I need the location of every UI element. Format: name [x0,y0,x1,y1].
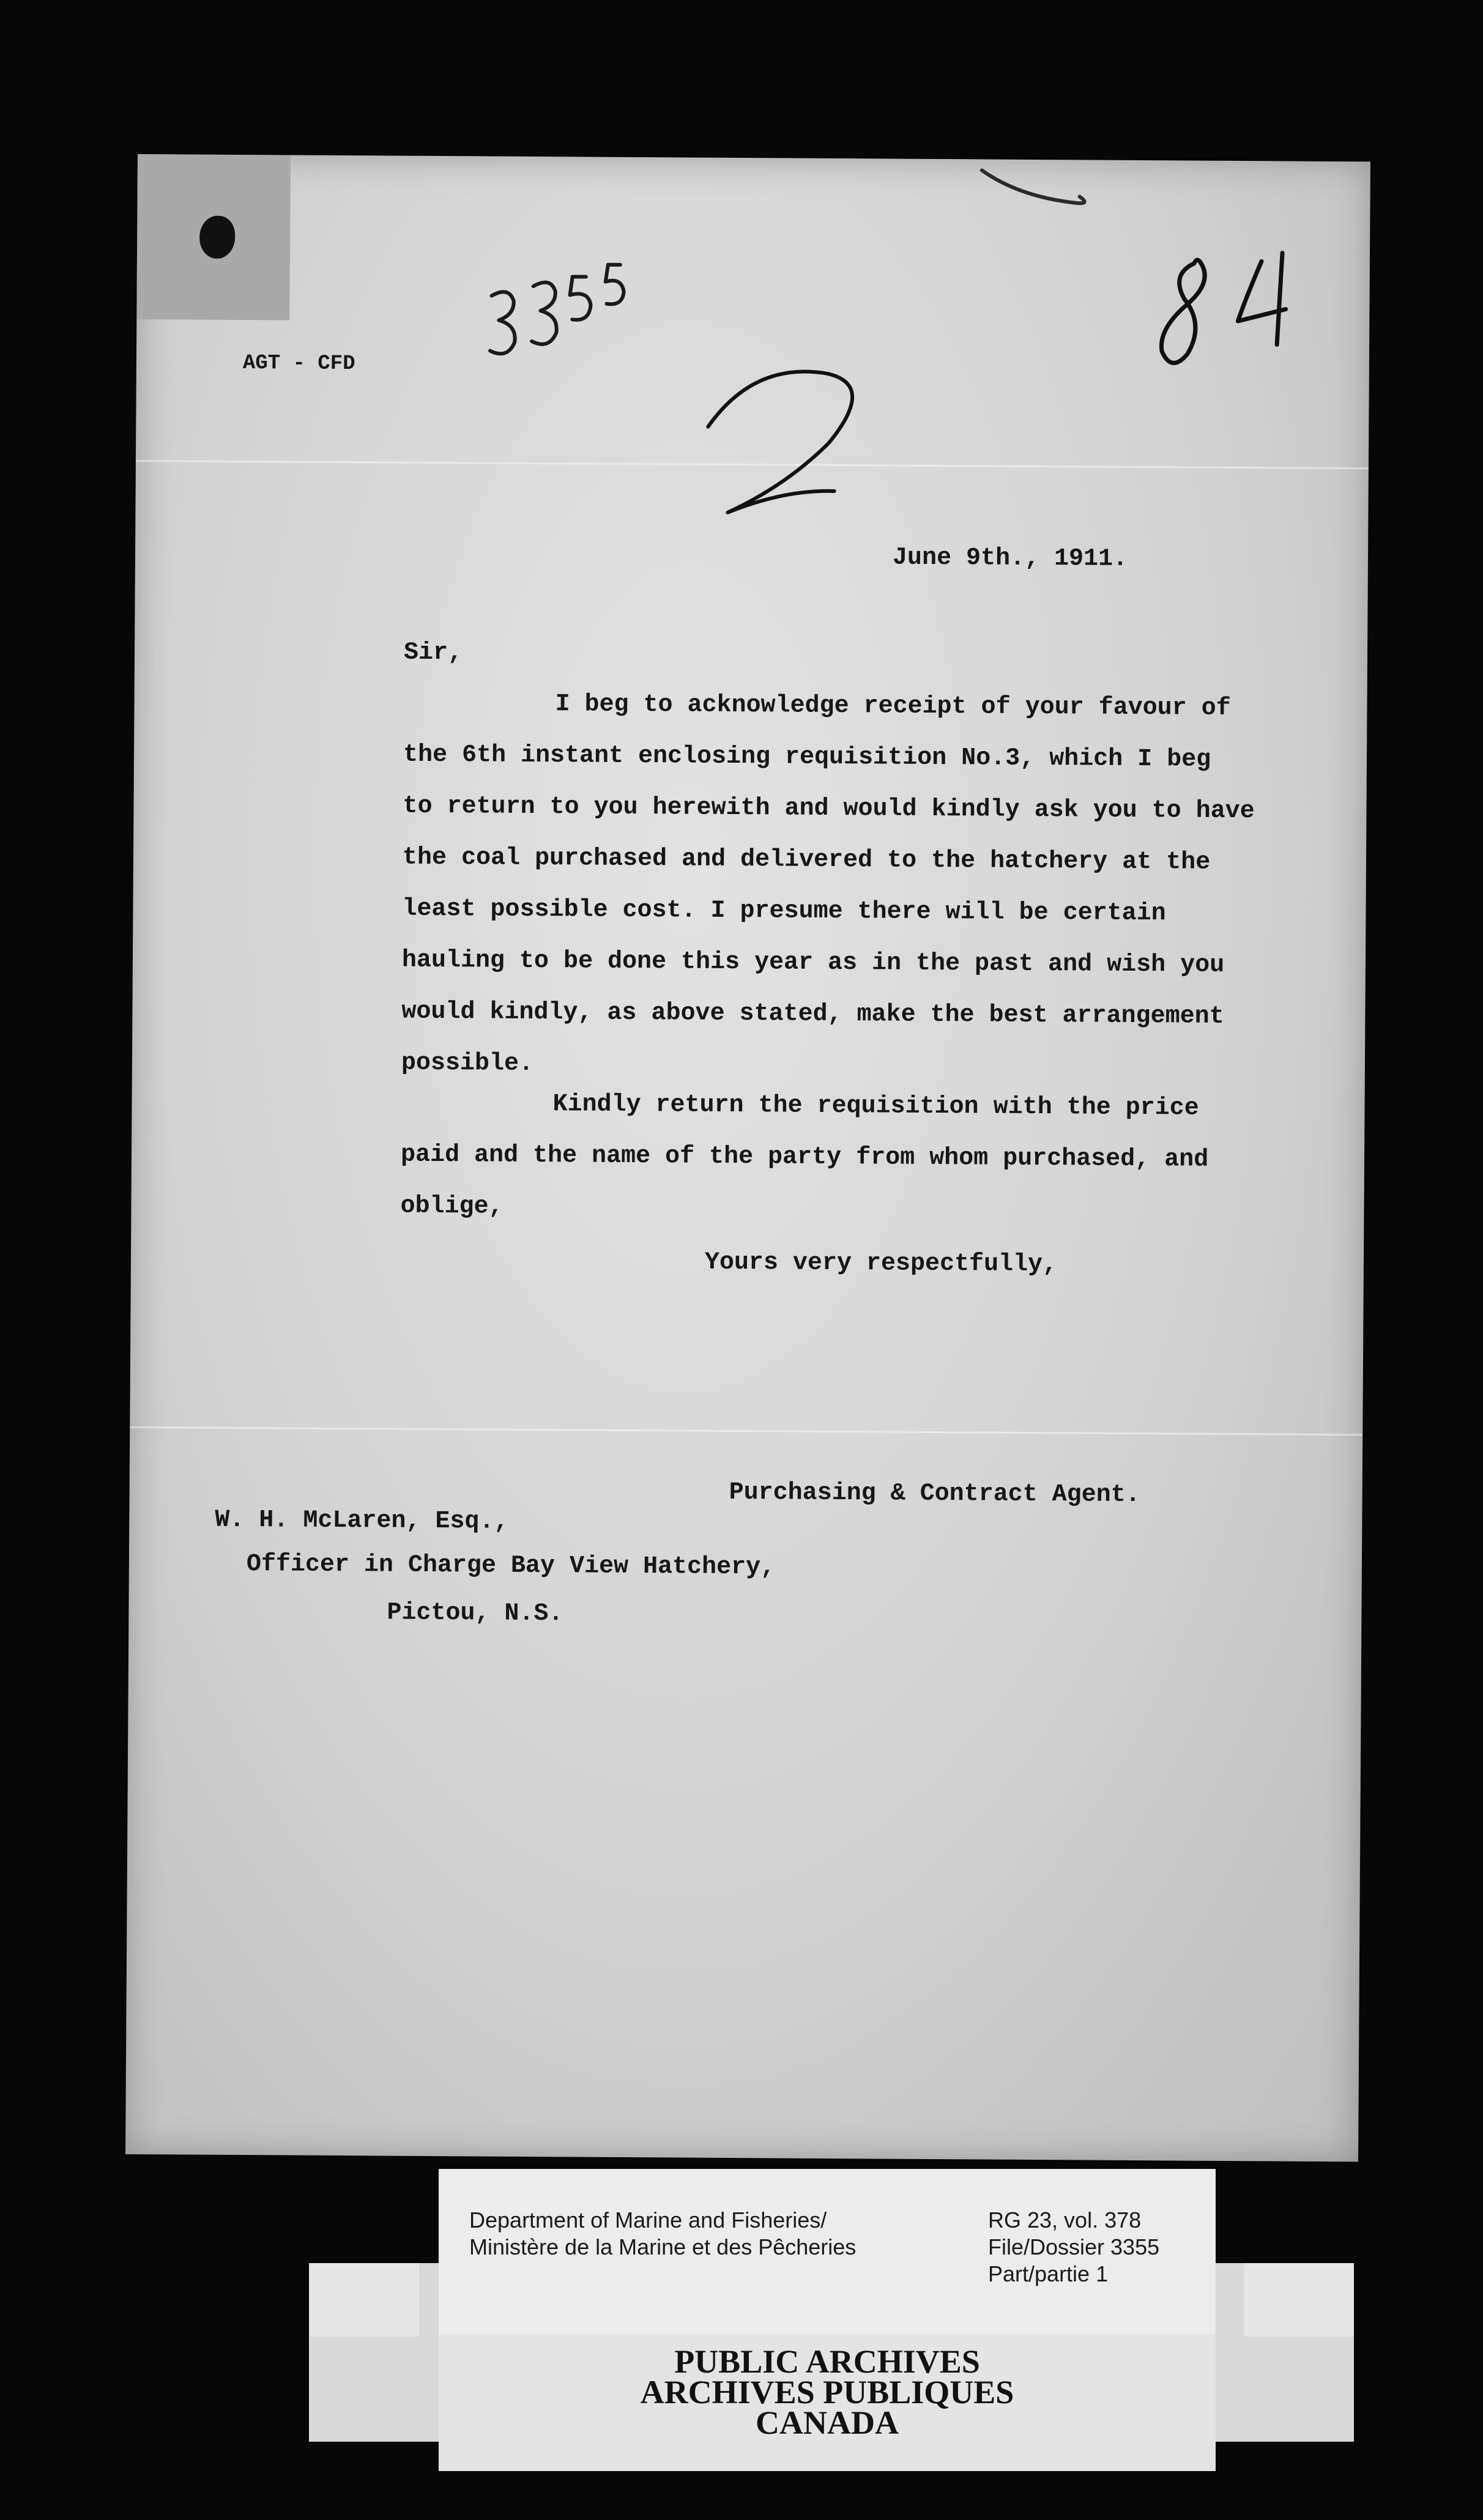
body-line: possible. [401,1049,534,1078]
body-line: I beg to acknowledge receipt of your favour of [555,691,1231,722]
department-en: Department of Marine and Fisheries/ [469,2207,827,2233]
complimentary-closing: Yours very respectfully, [704,1248,1058,1279]
signature-title: Purchasing & Contract Agent. [729,1478,1140,1510]
body-line: paid and the name of the party from whom purchased, and [400,1141,1209,1174]
addressee-name: W. H. McLaren, Esq., [215,1506,509,1536]
department-fr: Ministère de la Marine et des Pêcheries [469,2234,857,2259]
stamp-band-notch [1244,2263,1354,2337]
letter-sheet [125,154,1370,2162]
handwritten-mark [707,371,852,514]
body-line: the 6th instant enclosing requisition No.3, which I beg [403,741,1211,774]
file-number: File/Dossier 3355 [988,2234,1160,2259]
label-reference [988,2207,1159,2288]
stamp-line: PUBLIC ARCHIVES [674,2343,980,2380]
letter-date: June 9th., 1911. [892,544,1128,573]
body-line: Kindly return the requisition with the price [552,1091,1199,1122]
handwritten-file-number [490,264,624,355]
reference-code: AGT - CFD [242,352,355,376]
body-line: would kindly, as above stated, make the best arrangement [401,998,1224,1031]
stamp-band-notch [309,2263,419,2337]
letter-body-paragraph-1 [401,678,1255,1094]
body-line: to return to you herewith and would kindly ask you to have [403,792,1255,826]
pen-stroke [982,170,1085,203]
body-line: hauling to be done this year as in the past and wish you [401,946,1225,979]
record-group: RG 23, vol. 378 [988,2207,1142,2233]
archive-label [439,2169,1216,2334]
body-line: least possible cost. I presume there will be certain [402,895,1166,928]
handwritten-page-number [1161,252,1286,363]
stamp-line: ARCHIVES PUBLIQUES [640,2374,1014,2411]
fold-line [130,1426,1362,1436]
handwritten-marks [135,154,1370,712]
archive-stamp [439,2343,1216,2441]
addressee-location: Pictou, N.S. [387,1599,563,1628]
body-line: oblige, [400,1192,504,1221]
stamp-line: CANADA [756,2404,899,2441]
body-line: the coal purchased and delivered to the hatchery at the [402,843,1211,876]
part-number: Part/partie 1 [988,2261,1109,2286]
label-department [469,2207,856,2261]
addressee-position: Officer in Charge Bay View Hatchery, [246,1551,776,1582]
letter-body-paragraph-2 [400,1078,1209,1237]
salutation: Sir, [403,639,463,667]
